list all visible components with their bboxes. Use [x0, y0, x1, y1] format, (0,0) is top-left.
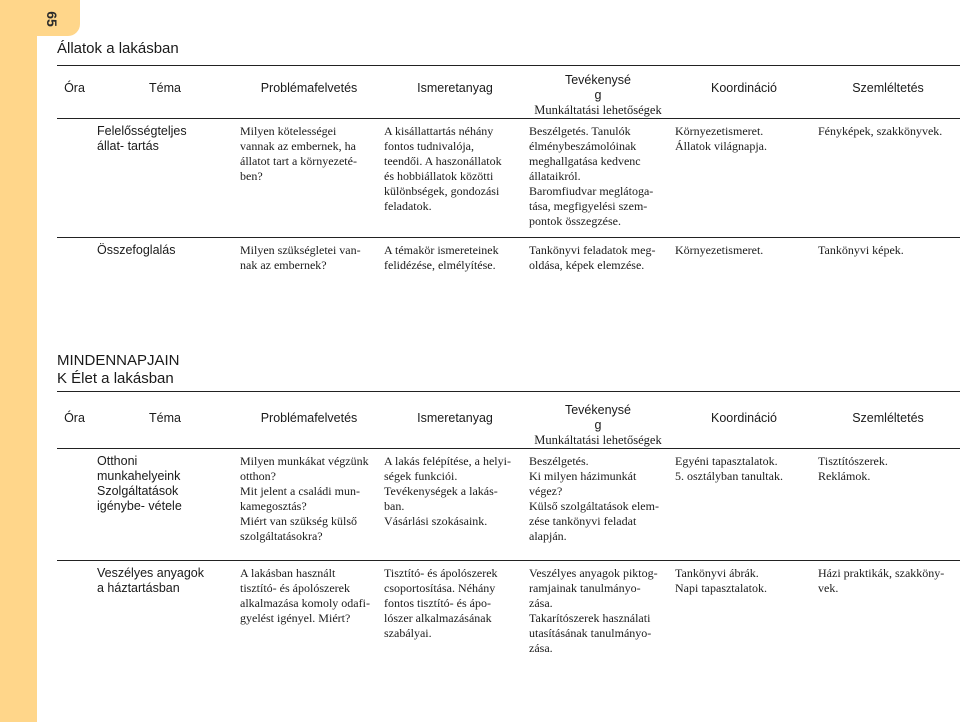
header-problemafelvetes: Problémafelvetés [260, 81, 358, 95]
row-szemleltetes: Házi praktikák, szakköny- vek. [818, 566, 945, 595]
section-title-2-line2: K Élet a lakásban [57, 370, 174, 387]
row-koordinacio: Környezetismeret. [675, 243, 764, 257]
header-szemleltetes: Szemléltetés [852, 81, 924, 95]
header-koordinacio: Koordináció [710, 81, 777, 95]
row-tevekenyseg: Tankönyvi feladatok meg- oldása, képek elemzése. [529, 243, 656, 272]
row-koordinacio: Környezetismeret. Állatok világnapja. [675, 124, 767, 153]
row-szemleltetes: Tisztítószerek. Reklámok. [818, 454, 888, 483]
header-tevekenyseg-sub: Munkáltatási lehetőségek [534, 433, 662, 447]
section-title-1: Állatok a lakásban [57, 40, 179, 57]
header-tevekenyseg-line2: g [594, 418, 602, 432]
section-title-2 [57, 352, 180, 388]
row-problema: Milyen szükségletei van- nak az embernek? [240, 243, 361, 272]
row-tevekenyseg: Beszélgetés. Tanulók élménybeszámolóinak meghallgatása kedvenc állataikról. Baromfiudvar meglátoga- tása, megfigyelési szem- pontok összegzése. [529, 124, 654, 228]
row-tevekenyseg: Veszélyes anyagok piktog- ramjainak tanulmányo- zása. Takarítószerek használati utasításának tanulmányo- zása. [529, 566, 658, 655]
table-top-rule [57, 391, 960, 392]
header-ismeretanyag: Ismeretanyag [417, 411, 493, 425]
row-problema: Milyen munkákat végzünk otthon? Mit jelent a családi mun- kamegosztás? Miért van szükség külső szolgáltatásokra? [240, 454, 369, 543]
row-koordinacio: Tankönyvi ábrák. Napi tapasztalatok. [675, 566, 767, 595]
table-header-rule [57, 118, 960, 119]
header-koordinacio: Koordináció [710, 411, 777, 425]
header-tevekenyseg-line1: Tevékenysé [564, 403, 631, 417]
row-tevekenyseg: Beszélgetés. Ki milyen házimunkát végez? Külső szolgáltatások elem- zése tankönyvi feladat alapján. [529, 454, 659, 543]
row-ismeretanyag: A témakör ismereteinek felidézése, elmélyítése. [384, 243, 499, 272]
header-tema: Téma [149, 411, 181, 425]
header-tevekenyseg-line1: Tevékenysé [564, 73, 631, 87]
left-margin-bar [0, 0, 37, 722]
header-tevekenyseg [527, 403, 669, 448]
header-ora: Óra [64, 81, 85, 95]
row-rule [57, 560, 960, 561]
header-tema: Téma [149, 81, 181, 95]
header-problemafelvetes: Problémafelvetés [260, 411, 358, 425]
row-tema: Összefoglalás [97, 243, 176, 257]
row-tema: Felelősségteljes állat- tartás [97, 124, 187, 153]
row-problema: Milyen kötelességei vannak az embernek, ha állatot tart a környezeté- ben? [240, 124, 357, 183]
header-ismeretanyag: Ismeretanyag [417, 81, 493, 95]
row-tema: Veszélyes anyagok a háztartásban [97, 566, 205, 595]
header-ora: Óra [64, 411, 85, 425]
row-ismeretanyag: A lakás felépítése, a helyi- ségek funkciói. Tevékenységek a lakás- ban. Vásárlási szokásaink. [384, 454, 511, 528]
table-header-rule [57, 448, 960, 449]
header-tevekenyseg [527, 73, 669, 118]
row-problema: A lakásban használt tisztító- és ápolószerek alkalmazása komoly odafi- gyelést igényel. Miért? [240, 566, 370, 625]
header-tevekenyseg-line2: g [594, 88, 602, 102]
row-rule [57, 237, 960, 238]
row-szemleltetes: Tankönyvi képek. [818, 243, 904, 257]
page-number: 65 [44, 11, 60, 27]
row-ismeretanyag: A kisállattartás néhány fontos tudnivalója, teendői. A haszonállatok és hobbiállatok közötti különbségek, gondozási feladatok. [384, 124, 502, 213]
row-ismeretanyag: Tisztító- és ápolószerek csoportosítása. Néhány fontos tisztító- és ápo- lószer alkalmazásának szabályai. [384, 566, 498, 640]
header-szemleltetes: Szemléltetés [852, 411, 924, 425]
table-top-rule [57, 65, 960, 66]
header-tevekenyseg-sub: Munkáltatási lehetőségek [534, 103, 662, 117]
row-koordinacio: Egyéni tapasztalatok. 5. osztályban tanultak. [675, 454, 783, 483]
row-szemleltetes: Fényképek, szakkönyvek. [818, 124, 943, 138]
section-title-2-line1: MINDENNAPJAIN [57, 352, 180, 369]
row-tema: Otthoni munkahelyeink Szolgáltatások igénybe- vétele [97, 454, 182, 513]
